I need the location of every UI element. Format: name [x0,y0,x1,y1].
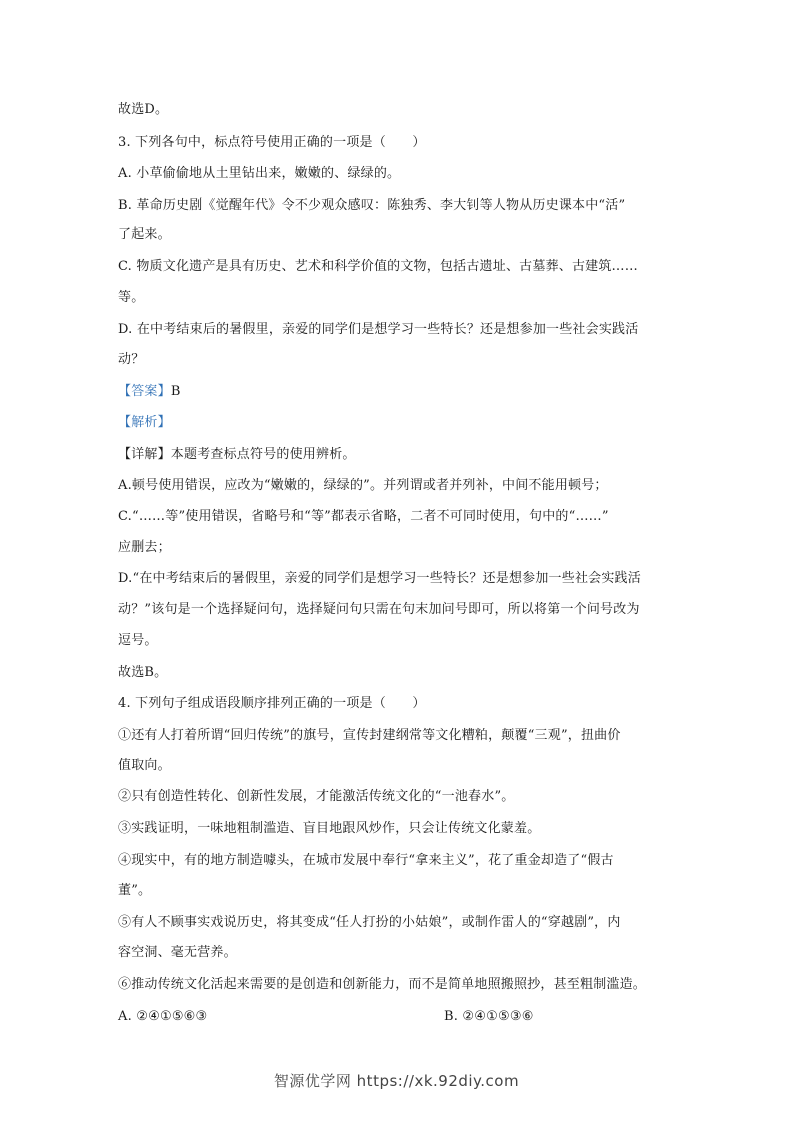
text-line: 故选D。 [118,102,169,117]
question-4-option-a: A. ②④①⑤⑥③ [118,1009,208,1024]
question-3-option-d: D. 在中考结束后的暑假里，亲爱的同学们是想学习一些特长？还是想参加一些社会实践活 [118,322,639,337]
answer-value: B [170,384,181,399]
text-line: 动？ [118,352,145,367]
analysis-tag: 【解析】 [118,415,171,430]
detail-d: D.“在中考结束后的暑假里，亲爱的同学们是想学习一些特长？还是想参加一些社会实践活 [118,571,641,586]
sentence-1: ①还有人打着所谓“回归传统”的旗号，宣传封建纲常等文化糟粕，颠覆“三观”，扭曲价 [118,728,621,743]
sentence-4: ④现实中，有的地方制造噱头，在城市发展中奉行“拿来主义”，花了重金却造了“假古 [118,853,614,868]
text-line: 逗号。 [118,633,158,648]
text-line: 等。 [118,290,145,305]
text-line: 动？”该句是一个选择疑问句，选择疑问句只需在句末加问号即可，所以将第一个问号改为 [118,602,640,617]
question-3-option-c: C. 物质文化遗产是具有历史、艺术和科学价值的文物，包括古遗址、古墓葬、古建筑…… [118,259,638,274]
answer-line [118,383,181,401]
sentence-3: ③实践证明，一味地粗制滥造、盲目地跟风炒作，只会让传统文化蒙羞。 [118,821,541,836]
text-line: 值取向。 [118,758,171,773]
question-4-stem: 4. 下列句子组成语段顺序排列正确的一项是（ ） [118,696,426,711]
detail-c: C.“……等”使用错误，省略号和“等”都表示省略，二者不可同时使用，句中的“……” [118,509,609,524]
question-3-option-b: B. 革命历史剧《觉醒年代》令不少观众感叹：陈独秀、李大钊等人物从历史课本中“活” [118,198,626,213]
detail-a: A.顿号使用错误，应改为“嫩嫩的，绿绿的”。并列谓或者并列补，中间不能用顿号； [118,478,608,493]
question-3-option-a: A. 小草偷偷地从土里钻出来，嫩嫩的、绿绿的。 [118,166,401,181]
sentence-2: ②只有创造性转化、创新性发展，才能激活传统文化的“一池春水”。 [118,789,515,804]
text-line: 董”。 [118,883,152,898]
text-line: 故选B。 [118,665,168,680]
footer-watermark: 智源优学网 https://xk.92diy.com [273,1072,520,1090]
sentence-5: ⑤有人不顾事实戏说历史，将其变成“任人打扮的小姑娘”，或制作雷人的“穿越剧”，内 [118,915,621,930]
question-4-option-b: B. ②④①⑤③⑥ [444,1009,534,1024]
text-line: 容空洞、毫无营养。 [118,945,237,960]
text-line: 应删去； [118,540,171,555]
question-3-stem: 3. 下列各句中，标点符号使用正确的一项是（ ） [118,135,426,150]
detail-line: 【详解】本题考查标点符号的使用辨析。 [118,447,356,462]
answer-tag: 【答案】 [118,384,171,399]
text-line: 了起来。 [118,227,171,242]
sentence-6: ⑥推动传统文化活起来需要的是创造和创新能力，而不是简单地照搬照抄，甚至粗制滥造。 [118,977,647,992]
